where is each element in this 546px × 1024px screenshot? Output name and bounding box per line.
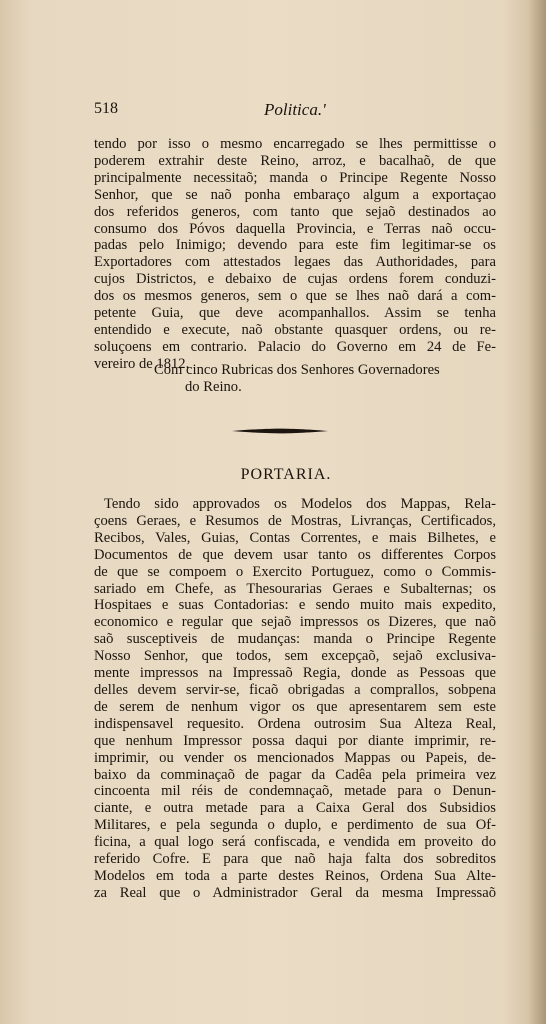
text-line: Nosso Senhor, que todos, sem excepçaõ, sejaõ exclusiva-	[94, 648, 496, 665]
text-line: soluçoens em contrario. Palacio do Governo em 24 de Fe-	[94, 338, 496, 355]
text-line: vereiro de 1812.	[94, 355, 190, 372]
text-line: economico e regular que sejaõ impressos os Dizeres, que naõ	[94, 614, 496, 631]
text-line: dos os mesmos generos, sem o que se lhes naõ dará a com-	[94, 288, 496, 305]
text-line: Militares, e pela segunda o duplo, e perdimento de sua Of-	[94, 817, 496, 834]
text-line: Recibos, Vales, Guias, Contas Correntes, e mais Bilhetes, e	[94, 529, 496, 546]
text-line: consumo dos Póvos daquella Provincia, e Terras naõ occu-	[94, 220, 496, 237]
text-line: Hospitaes e suas Contadorias: e sendo muito mais expedito,	[94, 597, 496, 614]
text-line: Modelos em toda a parte destes Reinos, Ordena Sua Alte-	[94, 867, 496, 884]
text-line: de que se compoem o Exercito Portuguez, como o Commis-	[94, 563, 496, 580]
text-line: sariado em Chefe, as Thesourarias Geraes e Subalternas; os	[94, 580, 496, 597]
text-line: que nenhum Impressor possa daqui por diante imprimir, re-	[94, 732, 496, 749]
text-line: çoens Geraes, e Resumos de Mostras, Livranças, Certificados,	[94, 512, 496, 529]
text-line: Tendo sido approvados os Modelos dos Mappas, Rela-	[104, 496, 496, 512]
text-line: poderem extrahir deste Reino, arroz, e bacalhaõ, de que	[94, 152, 496, 169]
text-line: mente impressos na Impressaõ Regia, donde as Pessoas que	[94, 665, 496, 682]
text-line: baixo da comminaçaõ de pagar da Cadêa pela primeira vez	[94, 766, 496, 783]
text-line: Senhor, que se naõ ponha embaraço algum a exportaçao	[94, 186, 496, 203]
text-line: imprimir, ou vender os mencionados Mappas ou Papeis, de-	[94, 749, 496, 766]
text-line: petente Guia, que deve acompanhallos. Assim se tenha	[94, 305, 496, 322]
text-line: ficina, a qual logo será confiscada, e vendida em proveito do	[94, 834, 496, 851]
text-line: de serem de nenhum vigor os que apresentarem sem este	[94, 698, 496, 715]
text-line: indispensavel requesito. Ordena outrosim Sua Alteza Real,	[94, 715, 496, 732]
signature-block	[154, 362, 496, 396]
text-line: principalmente necessitaõ; manda o Principe Regente Nosso	[94, 169, 496, 186]
text-line: saõ susceptiveis de mudanças: manda o Principe Regente	[94, 631, 496, 648]
section-title: PORTARIA.	[240, 466, 332, 483]
text-line: referido Cofre. E para que naõ haja falta dos sobreditos	[94, 851, 496, 868]
page-number: 518	[94, 100, 118, 117]
page-edge-shadow	[528, 0, 546, 1024]
text-line: tendo por isso o mesmo encarregado se lhes permittisse o	[94, 136, 496, 152]
text-line: entendido e execute, naõ obstante quasquer ordens, ou re-	[94, 321, 496, 338]
signature-line: do Reino.	[185, 379, 242, 395]
text-line: za Real que o Administrador Geral da mesma Impressaõ	[94, 884, 496, 901]
signature-line: Com cinco Rubricas dos Senhores Governadores	[154, 362, 440, 378]
text-line: cujos Districtos, e debaixo de cujas ordens forem conduzi-	[94, 271, 496, 288]
text-line: Exportadores com attestados legaes das Authoridades, para	[94, 254, 496, 271]
text-line: cincoenta mil réis de condemnaçaõ, metade para o Denun-	[94, 783, 496, 800]
text-line: delles devem servir-se, ficaõ obrigadas a comprallos, sobpena	[94, 681, 496, 698]
text-line: ciante, e outra metade para a Caixa Geral dos Subsidios	[94, 800, 496, 817]
running-head: Politica.'	[264, 100, 326, 119]
portaria-text	[94, 496, 496, 902]
text-line: Documentos de que devem usar tanto os differentes Corpos	[94, 546, 496, 563]
text-line: padas pelo Inimigo; devendo para este fim legitimar-se os	[94, 237, 496, 254]
ornamental-divider	[232, 427, 328, 435]
decree-text	[94, 136, 496, 373]
page-header	[94, 100, 494, 122]
text-line: dos referidos generos, com tanto que sejaõ destinados ao	[94, 203, 496, 220]
